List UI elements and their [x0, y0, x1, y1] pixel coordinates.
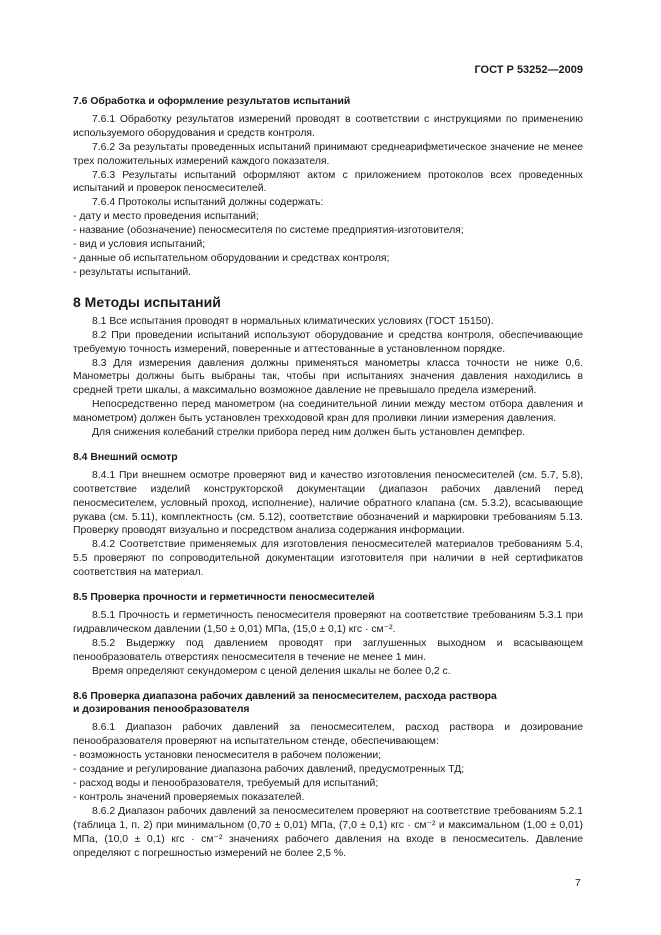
- list-item: - дату и место проведения испытаний;: [73, 211, 259, 223]
- list-item: - название (обозначение) пеносмесителя по системе предприятия-изготовителя;: [73, 225, 464, 237]
- paragraph-8-2: 8.2 При проведении испытаний используют оборудование и средства контроля, обеспечивающие требуемую точность измерений, поверенные и аттестованные в установленном порядке.: [73, 329, 583, 355]
- list-item: - контроль значений проверяемых показателей.: [73, 791, 305, 803]
- paragraph-8-5-2: 8.5.2 Выдержку под давлением проводят при заглушенных выходном и всасывающем пенообразователь отверстиях пеносмесителя в течение не менее 1 мин.: [73, 637, 583, 663]
- list-item: - расход воды и пенообразователя, требуемый для испытаний;: [73, 777, 379, 789]
- list-item: - вид и условия испытаний;: [73, 239, 206, 251]
- paragraph-8-3: 8.3 Для измерения давления должны применяться манометры класса точности не ниже 0,6. Манометры должны быть выбраны так, чтобы при испытаниях значения давления находились в средней трети шкалы, а максимально возможное давление не превышало предела измерений.: [73, 357, 583, 397]
- paragraph-8-4-2: 8.4.2 Соответствие применяемых для изготовления пеносмесителей материалов требованиям 5.4, 5.5 проверяют по сопроводительной документации изготовителя при наличии в ней сертификатов соответствия на материал.: [73, 539, 583, 579]
- section-8-6-title-line1: 8.6 Проверка диапазона рабочих давлений за пеносмесителем, расхода раствора: [73, 690, 497, 702]
- page-content: [73, 95, 583, 860]
- paragraph-8-5-1: 8.5.1 Прочность и герметичность пеносмесителя проверяют на соответствие требованиям 5.3.1 при гидравлическом давлении (1,50 ± 0,01) МПа, (15,0 ± 0,1) кгс · см⁻².: [73, 610, 583, 635]
- section-8-6-title: [73, 690, 583, 718]
- paragraph-7-6-1: 7.6.1 Обработку результатов измерений проводят в соответствии с инструкциями по применению используемого оборудования и средств контроля.: [73, 113, 583, 139]
- paragraph-7-6-3: 7.6.3 Результаты испытаний оформляют актом с приложением протоколов всех проведенных испытаний и проверок пеносмесителей.: [73, 169, 583, 195]
- paragraph-7-6-4: 7.6.4 Протоколы испытаний должны содержать:: [92, 197, 324, 209]
- paragraph-7-6-2: 7.6.2 За результаты проведенных испытаний принимают среднеарифметическое значение не менее трех положительных измерений каждого показателя.: [73, 141, 583, 167]
- list-item: - результаты испытаний.: [73, 266, 192, 278]
- paragraph-8-4-1: 8.4.1 При внешнем осмотре проверяют вид и качество изготовления пеносмесителей (см. 5.7, 5.8), соответствие изделий конструкторской документации (диапазон рабочих давлений перед пеносмесителем, условный проход, исполнение), наличие обратного клапана (см. 5.3.2), всасывающие рукава (см. 5.11), комплектность (см. 5.12), соответствие обозначений и маркировки требованиям 5.13. Проверку проводят визуально и посредством анализа содержания информации.: [73, 469, 583, 537]
- paragraph-8-1: 8.1 Все испытания проводят в нормальных климатических условиях (ГОСТ 15150).: [92, 315, 494, 327]
- paragraph-8-5-time: Время определяют секундомером с ценой деления шкалы не более 0,2 с.: [92, 665, 451, 677]
- page-number: 7: [575, 878, 581, 889]
- section-7-6-title: 7.6 Обработка и оформление результатов испытаний: [73, 96, 351, 107]
- paragraph-8-6-2: 8.6.2 Диапазон рабочих давлений за пеносмесителем проверяют на соответствие требованиям 5.2.1 (таблица 1, п. 2) при минимальном (0,70 ± 0,01) МПа, (7,0 ± 0,1) кгс · см⁻² и максимальном (1,00 ± 0,01) МПа, (10,0 ± 0,1) кгс · см⁻² значениях рабочего давления на входе в пеносмеситель. Давление определяют с погрешностью измерений не более 2,5 %.: [73, 805, 583, 859]
- list-item: - данные об испытательном оборудовании и средствах контроля;: [73, 252, 390, 264]
- paragraph-8-6-1: 8.6.1 Диапазон рабочих давлений за пеносмесителем, расход раствора и дозирование пенообразователя проверяют на испытательном стенде, обеспечивающем:: [73, 722, 583, 748]
- section-8-6-title-line2: и дозирования пенообразователя: [73, 704, 250, 716]
- paragraph-8-3-valve: Непосредственно перед манометром (на соединительной линии между местом отбора давления и манометром) должен быть установлен трехходовой кран для проливки линии измерения давления.: [73, 399, 583, 425]
- test-stand-list: [73, 749, 583, 805]
- standard-designation: ГОСТ Р 53252—2009: [474, 64, 583, 76]
- section-8-title: 8 Методы испытаний: [73, 293, 221, 310]
- section-8-5-title: 8.5 Проверка прочности и герметичности пеносмесителей: [73, 592, 375, 604]
- paragraph-8-3-damper: Для снижения колебаний стрелки прибора перед ним должен быть установлен демпфер.: [92, 427, 525, 439]
- section-8-4-title: 8.4 Внешний осмотр: [73, 451, 178, 463]
- list-item: - возможность установки пеносмесителя в рабочем положении;: [73, 750, 382, 762]
- list-item: - создание и регулирование диапазона рабочих давлений, предусмотренных ТД;: [73, 764, 465, 776]
- protocol-contents-list: [73, 210, 583, 280]
